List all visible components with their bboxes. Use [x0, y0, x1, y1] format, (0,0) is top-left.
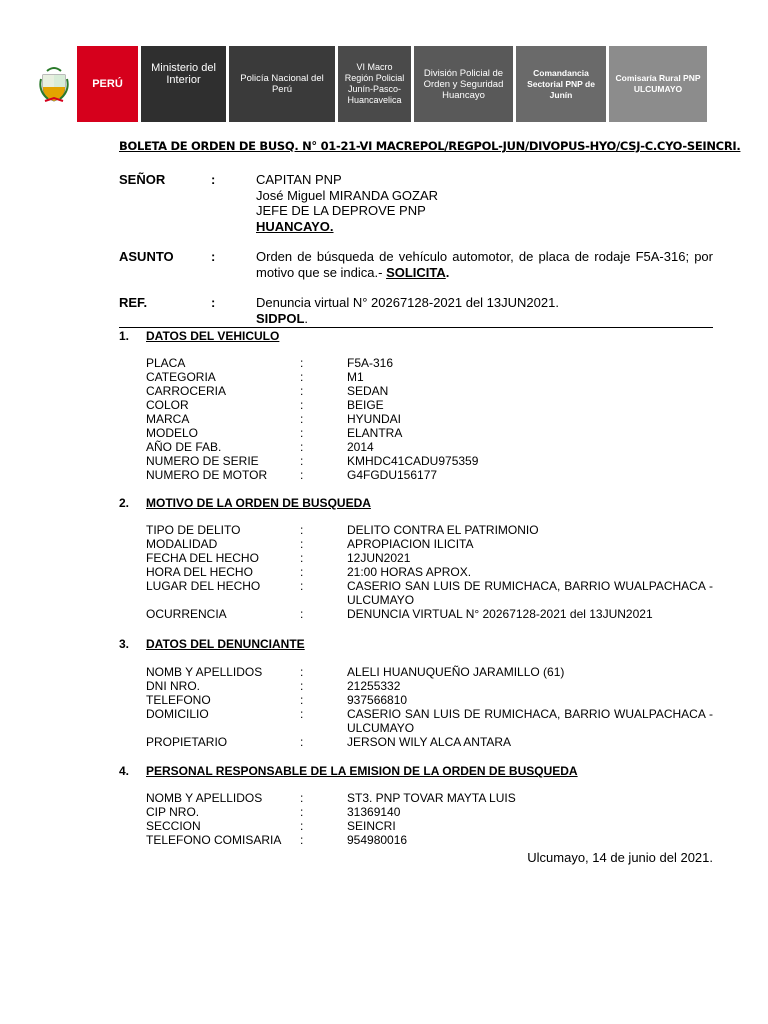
field-label: MARCA: [146, 412, 190, 426]
field-label: TELEFONO COMISARIA: [146, 833, 282, 847]
field-colon: :: [300, 454, 304, 468]
field-colon: :: [300, 805, 304, 819]
field-label: MODALIDAD: [146, 537, 218, 551]
field-value: 954980016: [347, 833, 408, 847]
field-value: HYUNDAI: [347, 412, 402, 426]
field-label: FECHA DEL HECHO: [146, 551, 259, 565]
field-label: AÑO DE FAB.: [146, 440, 222, 454]
field-label: NUMERO DE SERIE: [146, 454, 259, 468]
field-value: SEINCRI: [347, 819, 396, 833]
field-colon: :: [300, 679, 304, 693]
field-value: DELITO CONTRA EL PATRIMONIO: [347, 523, 539, 537]
field-value: 12JUN2021: [347, 551, 411, 565]
field-label: OCURRENCIA: [146, 607, 227, 621]
field-colon: :: [300, 579, 304, 593]
field-colon: :: [300, 384, 304, 398]
section-number: 1.: [119, 329, 130, 343]
section-number: 2.: [119, 496, 130, 510]
section-title: DATOS DEL VEHICULO: [146, 329, 280, 343]
section-title: PERSONAL RESPONSABLE DE LA EMISION DE LA ORDEN DE BUSQUEDA: [146, 764, 578, 778]
colon: :: [211, 249, 216, 264]
field-value: KMHDC41CADU975359: [347, 454, 479, 468]
subject-request: SOLICITA: [386, 264, 446, 280]
addressee-key: SEÑOR: [119, 172, 166, 187]
section-number: 3.: [119, 637, 130, 651]
field-colon: :: [300, 707, 304, 721]
field-label: CIP NRO.: [146, 805, 200, 819]
field-value: ELANTRA: [347, 426, 403, 440]
field-label: CARROCERIA: [146, 384, 227, 398]
field-colon: :: [300, 370, 304, 384]
field-label: TIPO DE DELITO: [146, 523, 241, 537]
field-colon: :: [300, 440, 304, 454]
field-label: LUGAR DEL HECHO: [146, 579, 261, 593]
field-value: ALELI HUANUQUEÑO JARAMILLO (61): [347, 665, 565, 679]
field-colon: :: [300, 791, 304, 805]
addressee-line: José Miguel MIRANDA GOZAR: [256, 187, 439, 203]
field-colon: :: [300, 693, 304, 707]
field-value: CASERIO SAN LUIS DE RUMICHACA, BARRIO WUALPACHACA - ULCUMAYO: [347, 707, 713, 735]
section-title: DATOS DEL DENUNCIANTE: [146, 637, 305, 651]
section-number: 4.: [119, 764, 130, 778]
addressee-line: CAPITAN PNP: [256, 172, 342, 187]
field-colon: :: [300, 607, 304, 621]
addressee-lines: [256, 172, 713, 234]
reference-text: [256, 295, 713, 326]
country-label: PERÚ: [77, 46, 138, 122]
field-value: SEDAN: [347, 384, 389, 398]
field-value: APROPIACION ILICITA: [347, 537, 474, 551]
division-cell: División Policial de Orden y Seguridad Huancayo: [414, 46, 513, 122]
addressee-line: JEFE DE LA DEPROVE PNP: [256, 203, 426, 218]
field-colon: :: [300, 412, 304, 426]
field-colon: :: [300, 551, 304, 565]
field-colon: :: [300, 468, 304, 482]
field-value: JERSON WILY ALCA ANTARA: [347, 735, 512, 749]
addressee-city: HUANCAYO.: [256, 218, 334, 234]
field-label: COLOR: [146, 398, 189, 412]
field-label: PLACA: [146, 356, 186, 370]
colon: :: [211, 295, 216, 310]
institution-banner: [30, 46, 707, 122]
ministry-cell: Ministerio del Interior: [141, 46, 226, 122]
subject-key: ASUNTO: [119, 249, 174, 264]
field-value: M1: [347, 370, 364, 384]
field-label: TELEFONO: [146, 693, 211, 707]
macro-region-cell: VI Macro Región Policial Junín-Pasco-Huancavelica: [338, 46, 411, 122]
reference-line: Denuncia virtual N° 20267128-2021 del 13JUN2021.: [256, 295, 559, 310]
field-value: CASERIO SAN LUIS DE RUMICHACA, BARRIO WUALPACHACA - ULCUMAYO: [347, 579, 713, 607]
coat-of-arms-icon: [30, 46, 77, 122]
field-value: 937566810: [347, 693, 408, 707]
field-colon: :: [300, 398, 304, 412]
reference-end: .: [304, 310, 309, 326]
field-colon: :: [300, 565, 304, 579]
date-signature: Ulcumayo, 14 de junio del 2021.: [527, 850, 713, 865]
field-colon: :: [300, 523, 304, 537]
field-colon: :: [300, 356, 304, 370]
field-value: 21255332: [347, 679, 401, 693]
field-label: NOMB Y APELLIDOS: [146, 665, 263, 679]
field-colon: :: [300, 819, 304, 833]
field-value: 21:00 HORAS APROX.: [347, 565, 472, 579]
field-colon: :: [300, 426, 304, 440]
field-value: BEIGE: [347, 398, 384, 412]
field-value: ST3. PNP TOVAR MAYTA LUIS: [347, 791, 516, 805]
subject-end: .: [445, 264, 450, 280]
field-colon: :: [300, 833, 304, 847]
field-label: CATEGORIA: [146, 370, 216, 384]
field-label: NUMERO DE MOTOR: [146, 468, 268, 482]
field-label: HORA DEL HECHO: [146, 565, 253, 579]
field-value: 2014: [347, 440, 374, 454]
command-cell: Comandancia Sectorial PNP de Junín: [516, 46, 606, 122]
section-title: MOTIVO DE LA ORDEN DE BUSQUEDA: [146, 496, 371, 510]
reference-key: REF.: [119, 295, 148, 310]
station-cell: Comisaría Rural PNP ULCUMAYO: [609, 46, 707, 122]
document-title: BOLETA DE ORDEN DE BUSQ. N° 01-21-VI MACREPOL/REGPOL-JUN/DIVOPUS-HYO/CSJ-C.CYO-SEINCRI.: [119, 139, 741, 153]
divider: [119, 327, 713, 328]
subject-text: [256, 249, 713, 280]
field-colon: :: [300, 537, 304, 551]
field-value: G4FGDU156177: [347, 468, 438, 482]
field-value: DENUNCIA VIRTUAL N° 20267128-2021 del 13JUN2021: [347, 607, 653, 621]
field-colon: :: [300, 735, 304, 749]
field-label: SECCION: [146, 819, 201, 833]
police-cell: Policía Nacional del Perú: [229, 46, 335, 122]
field-label: NOMB Y APELLIDOS: [146, 791, 263, 805]
field-label: PROPIETARIO: [146, 735, 228, 749]
field-label: MODELO: [146, 426, 199, 440]
field-label: DOMICILIO: [146, 707, 209, 721]
reference-system: SIDPOL: [256, 310, 305, 326]
field-value: 31369140: [347, 805, 401, 819]
colon: :: [211, 172, 216, 187]
subject-body: Orden de búsqueda de vehículo automotor, de placa de rodaje F5A-316; por motivo que se indica.-: [256, 249, 713, 280]
field-colon: :: [300, 665, 304, 679]
field-label: DNI NRO.: [146, 679, 200, 693]
field-value: F5A-316: [347, 356, 394, 370]
